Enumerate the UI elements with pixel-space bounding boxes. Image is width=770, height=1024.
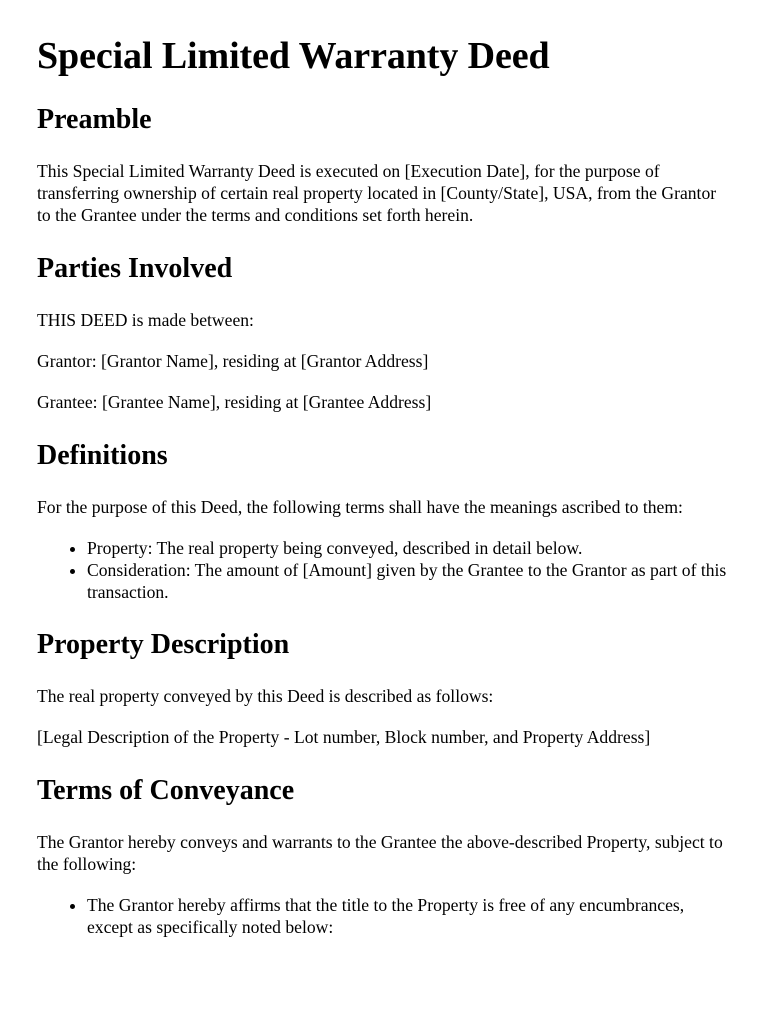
list-item: • Property: The real property being conveyed, described in detail below.: [87, 537, 734, 559]
terms-heading: Terms of Conveyance: [37, 775, 295, 806]
section-property-description: [37, 629, 734, 748]
section-terms: [37, 775, 734, 938]
preamble-text: This Special Limited Warranty Deed is executed on [Execution Date], for the purpose of transferring ownership of certain real property located in [County/State], USA, from the Grantor to the Grantee under the terms and conditions set forth herein.: [37, 161, 717, 225]
definitions-heading: Definitions: [37, 440, 168, 471]
property-intro: The real property conveyed by this Deed is described as follows:: [37, 686, 494, 706]
definitions-intro: For the purpose of this Deed, the following terms shall have the meanings ascribed to them:: [37, 497, 683, 517]
property-heading: Property Description: [37, 629, 290, 660]
terms-list: [37, 894, 734, 938]
property-legal-description: [Legal Description of the Property - Lot number, Block number, and Property Address]: [37, 727, 651, 747]
list-item: • The Grantor hereby affirms that the title to the Property is free of any encumbrances, except as specifically noted below:: [87, 894, 734, 938]
section-preamble: [37, 104, 734, 226]
section-parties: [37, 253, 734, 413]
section-definitions: [37, 440, 734, 603]
parties-intro: THIS DEED is made between:: [37, 310, 254, 330]
grantor-line: Grantor: [Grantor Name], residing at [Grantor Address]: [37, 351, 429, 371]
document-title: Special Limited Warranty Deed: [37, 35, 550, 77]
parties-heading: Parties Involved: [37, 253, 233, 284]
preamble-heading: Preamble: [37, 104, 152, 135]
list-item: • Consideration: The amount of [Amount] given by the Grantee to the Grantor as part of this transaction.: [87, 559, 734, 603]
grantee-line: Grantee: [Grantee Name], residing at [Grantee Address]: [37, 392, 432, 412]
definitions-list: [37, 537, 734, 603]
terms-intro: The Grantor hereby conveys and warrants to the Grantee the above-described Property, subject to the following:: [37, 832, 723, 874]
